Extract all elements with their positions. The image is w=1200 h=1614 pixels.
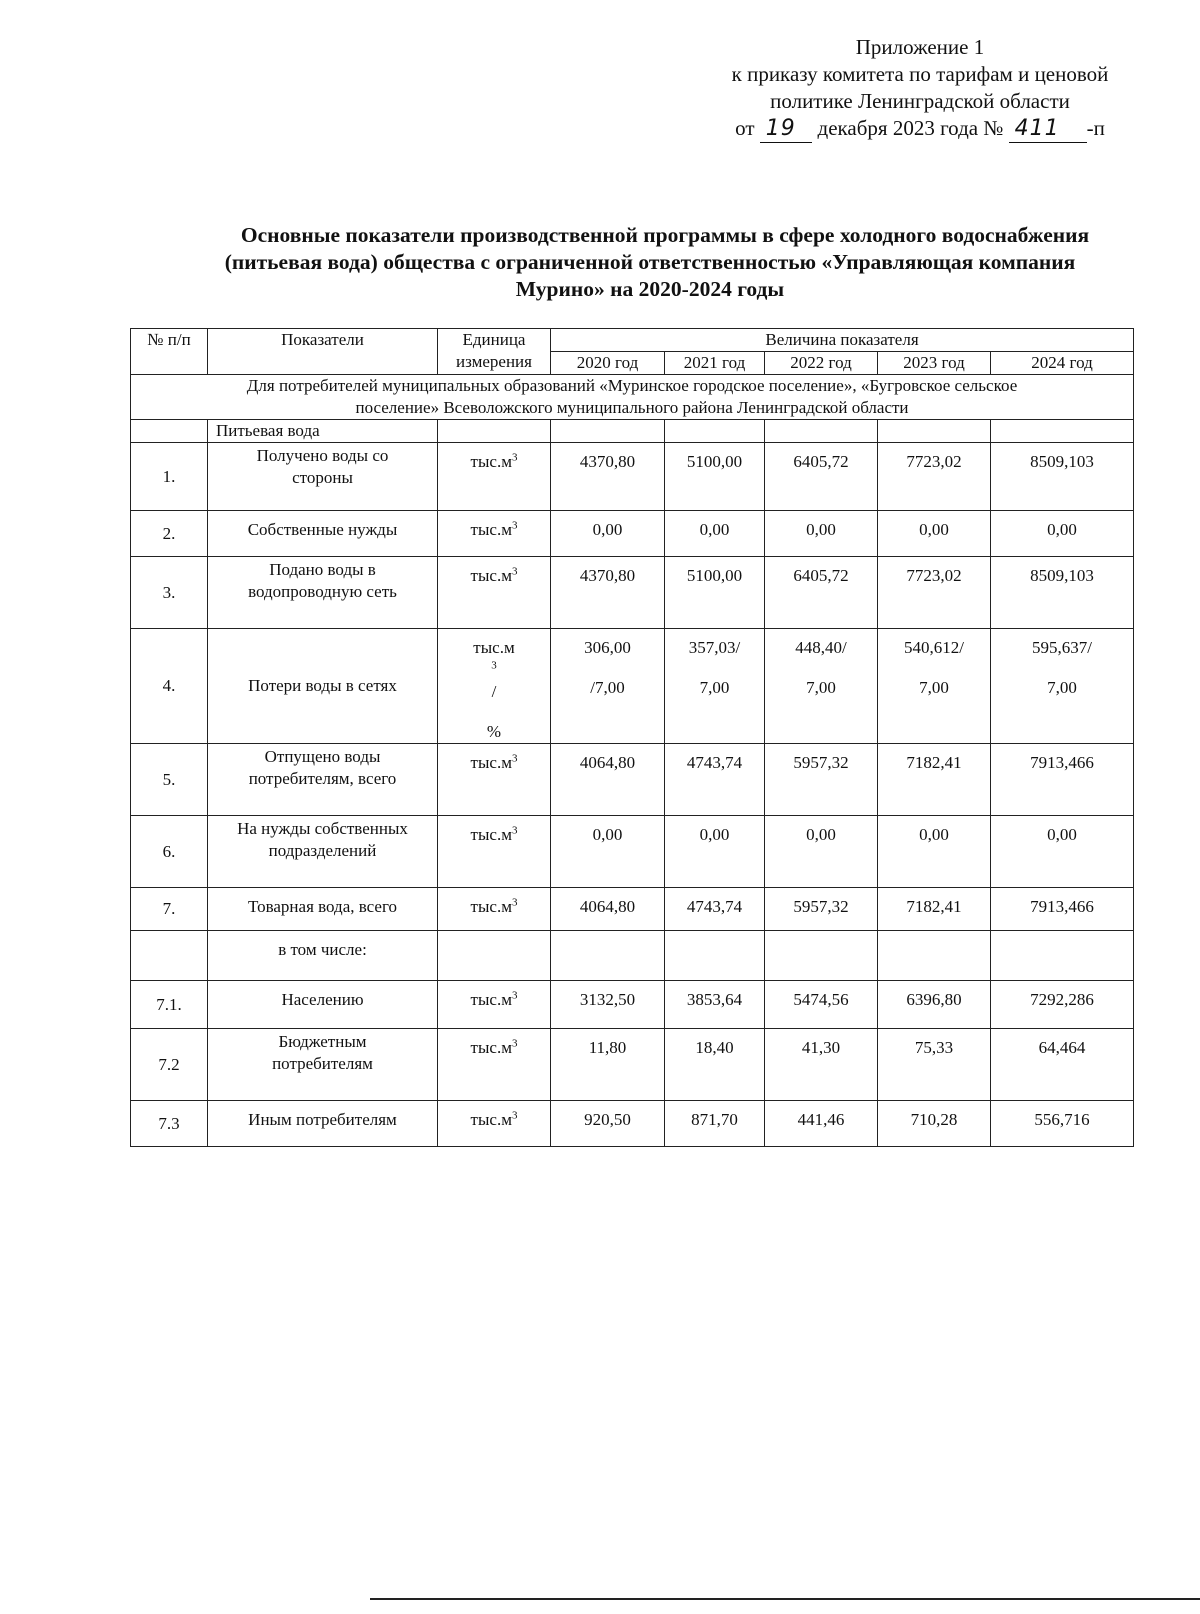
row-indicator: Бюджетным потребителям (208, 1029, 438, 1101)
table-row (131, 816, 1134, 888)
appendix-header (690, 34, 1150, 143)
row-unit: $тыс.м^3$ (438, 511, 551, 557)
row-indicator: На нужды собственных подразделений (208, 816, 438, 888)
row-value: 3853,64 (665, 981, 765, 1029)
row-value: 11,80 (551, 1029, 665, 1101)
row-value: 595,637/ 7,00 (991, 629, 1134, 744)
row-indicator: Подано воды в водопроводную сеть (208, 557, 438, 629)
row-value: 7913,466 (991, 888, 1134, 931)
document-title (140, 222, 1160, 303)
row-indicator: Отпущено воды потребителям, всего (208, 744, 438, 816)
date-prefix: от (735, 116, 755, 140)
row-value: 6405,72 (765, 443, 878, 511)
row-value: 448,40/ 7,00 (765, 629, 878, 744)
row-value: 4064,80 (551, 888, 665, 931)
col-header-unit: Единица измерения (438, 329, 551, 375)
row-value: 5957,32 (765, 888, 878, 931)
row-value: 4370,80 (551, 443, 665, 511)
row-value: 0,00 (991, 816, 1134, 888)
row-value: 5957,32 (765, 744, 878, 816)
row-value: 4064,80 (551, 744, 665, 816)
row-value: 0,00 (878, 816, 991, 888)
header-row-1 (131, 329, 1134, 352)
row-unit: $тыс.м^3$ (438, 1101, 551, 1147)
row-value: 8509,103 (991, 443, 1134, 511)
row-value: 357,03/ 7,00 (665, 629, 765, 744)
row-value: 6396,80 (878, 981, 991, 1029)
row-value: 871,70 (665, 1101, 765, 1147)
row-unit: $тыс.м^3$ (438, 557, 551, 629)
title-line-1: Основные показатели производственной программы в сфере холодного водоснабжения (240, 223, 1090, 247)
date-suffix: -п (1086, 116, 1105, 140)
row-value: 8509,103 (991, 557, 1134, 629)
row-value: 75,33 (878, 1029, 991, 1101)
row-value: 0,00 (551, 816, 665, 888)
row-indicator: Иным потребителям (208, 1101, 438, 1147)
scan-edge-line (370, 1598, 1200, 1600)
row-value: 6405,72 (765, 557, 878, 629)
including-row (131, 931, 1134, 981)
row-value: 0,00 (991, 511, 1134, 557)
row-unit: $тыс.м^3$ (438, 888, 551, 931)
row-value: 7723,02 (878, 443, 991, 511)
row-value: 306,00 /7,00 (551, 629, 665, 744)
row-indicator: Населению (208, 981, 438, 1029)
row-value: 0,00 (765, 816, 878, 888)
row-value: 7292,286 (991, 981, 1134, 1029)
col-header-num: № п/п (131, 329, 208, 375)
row-value: 540,612/ 7,00 (878, 629, 991, 744)
order-number-handwritten: 411 (1009, 115, 1087, 143)
table-row (131, 557, 1134, 629)
appendix-title: Приложение 1 (855, 35, 985, 59)
row-unit: $тыс.м^3$ (438, 816, 551, 888)
title-line-2: (питьевая вода) общества с ограниченной ответственностью «Управляющая компания (224, 250, 1076, 274)
col-header-year: 2024 год (991, 352, 1134, 375)
including-label: в том числе: (208, 931, 438, 981)
row-unit: $тыс.м^3$ (438, 981, 551, 1029)
table-row (131, 981, 1134, 1029)
col-header-indicator: Показатели (208, 329, 438, 375)
row-value: 0,00 (665, 816, 765, 888)
table-row-losses (131, 629, 1134, 744)
row-unit: $тыс.м^3$ (438, 443, 551, 511)
table-row (131, 1101, 1134, 1147)
row-value: 710,28 (878, 1101, 991, 1147)
row-value: 4743,74 (665, 744, 765, 816)
row-number: 3. (131, 557, 208, 629)
row-value: 441,46 (765, 1101, 878, 1147)
row-value: 5474,56 (765, 981, 878, 1029)
row-value: 920,50 (551, 1101, 665, 1147)
section-label: Питьевая вода (208, 420, 438, 443)
row-unit: $тыс.м^3$ (438, 744, 551, 816)
col-header-year: 2022 год (765, 352, 878, 375)
row-indicator: Получено воды со стороны (208, 443, 438, 511)
row-number: 7.3 (131, 1101, 208, 1147)
row-value: 7182,41 (878, 744, 991, 816)
table-row (131, 744, 1134, 816)
row-value: 7913,466 (991, 744, 1134, 816)
col-header-value-group: Величина показателя (551, 329, 1134, 352)
row-value: 41,30 (765, 1029, 878, 1101)
row-unit: $тыс.м^3$ (438, 1029, 551, 1101)
table-row (131, 1029, 1134, 1101)
date-middle: декабря 2023 года № (817, 116, 1004, 140)
row-value: 3132,50 (551, 981, 665, 1029)
row-value: 7182,41 (878, 888, 991, 931)
row-number: 5. (131, 744, 208, 816)
row-value: 5100,00 (665, 443, 765, 511)
table-row (131, 511, 1134, 557)
row-value: 64,464 (991, 1029, 1134, 1101)
indicators-table (130, 328, 1134, 1147)
row-number: 1. (131, 443, 208, 511)
row-number: 2. (131, 511, 208, 557)
col-header-year: 2023 год (878, 352, 991, 375)
table-row (131, 888, 1134, 931)
row-indicator: Товарная вода, всего (208, 888, 438, 931)
row-value: 4743,74 (665, 888, 765, 931)
section-row (131, 420, 1134, 443)
row-value: 4370,80 (551, 557, 665, 629)
col-header-year: 2021 год (665, 352, 765, 375)
row-value: 0,00 (551, 511, 665, 557)
row-number: 7. (131, 888, 208, 931)
date-day-handwritten: 19 (760, 115, 813, 143)
row-number: 6. (131, 816, 208, 888)
table-row (131, 443, 1134, 511)
row-value: 18,40 (665, 1029, 765, 1101)
group-caption: Для потребителей муниципальных образований «Муринское городское поселение», «Бугровское сельское поселение» Всеволожского муниципального района Ленинградской области (131, 375, 1134, 420)
appendix-line-2: к приказу комитета по тарифам и ценовой (731, 62, 1109, 86)
col-header-year: 2020 год (551, 352, 665, 375)
row-indicator: Потери воды в сетях (208, 629, 438, 744)
row-value: 0,00 (665, 511, 765, 557)
row-number: 7.2 (131, 1029, 208, 1101)
row-indicator: Собственные нужды (208, 511, 438, 557)
title-line-3: Мурино» на 2020-2024 годы (515, 277, 785, 301)
row-value: 5100,00 (665, 557, 765, 629)
row-number: 7.1. (131, 981, 208, 1029)
row-unit: тыс.м $^3$ / % (438, 629, 551, 744)
row-value: 556,716 (991, 1101, 1134, 1147)
appendix-date-line (690, 115, 1150, 143)
row-value: 0,00 (765, 511, 878, 557)
row-value: 7723,02 (878, 557, 991, 629)
group-row (131, 375, 1134, 420)
row-value: 0,00 (878, 511, 991, 557)
row-number: 4. (131, 629, 208, 744)
appendix-line-3: политике Ленинградской области (770, 89, 1070, 113)
